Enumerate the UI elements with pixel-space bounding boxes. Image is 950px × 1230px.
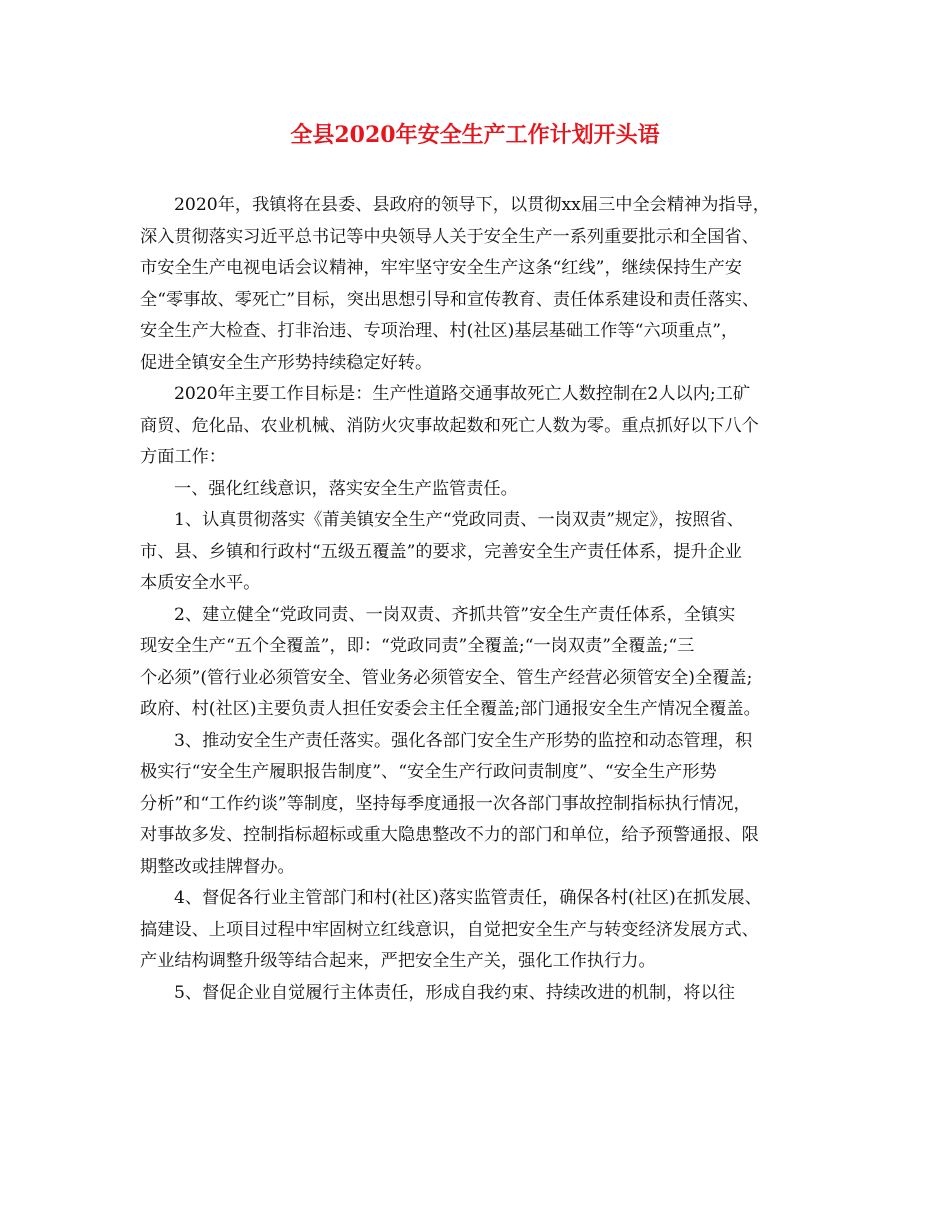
text-line: 5、督促企业自觉履行主体责任，形成自我约束、持续改进的机制，将以往 (174, 982, 735, 1003)
paragraph-item-1 (140, 505, 830, 600)
text-line: 政府、村(社区)主要负责人担任安委会主任全覆盖;部门通报安全生产情况全覆盖。 (140, 699, 761, 719)
text-line: 期整改或挂牌督办。 (140, 856, 295, 877)
paragraph-item-4 (140, 883, 830, 978)
text-line: 促进全镇安全生产形势持续稳定好转。 (140, 352, 433, 373)
document-title: 全县2020年安全生产工作计划开头语 (290, 122, 660, 148)
paragraph-intro (140, 190, 830, 379)
document-body (140, 190, 830, 1009)
text-line: 个必须”(管行业必须管安全、管业务必须管安全、管生产经营必须管安全)全覆盖; (140, 667, 753, 688)
text-line: 市安全生产电视电话会议精神，牢牢坚守安全生产这条“红线”，继续保持生产安 (140, 258, 742, 278)
text-line: 分析”和“工作约谈”等制度，坚持每季度通报一次各部门事故控制指标执行情况， (140, 793, 751, 814)
paragraph-goals (140, 379, 830, 474)
text-line: 一、强化红线意识，落实安全生产监管责任。 (174, 478, 518, 499)
text-line: 2020年主要工作目标是：生产性道路交通事故死亡人数控制在2人以内;工矿 (174, 384, 751, 404)
text-line: 极实行“安全生产履职报告制度”、“安全生产行政问责制度”、“安全生产形势 (140, 762, 717, 782)
text-line: 市、县、乡镇和行政村“五级五覆盖”的要求，完善安全生产责任体系，提升企业 (140, 541, 742, 562)
text-line: 安全生产大检查、打非治违、专项治理、村(社区)基层基础工作等“六项重点”， (140, 321, 739, 341)
text-line: 方面工作： (140, 447, 226, 467)
text-line: 2、建立健全“党政同责、一岗双责、齐抓共管”安全生产责任体系，全镇实 (174, 604, 736, 625)
text-line: 搞建设、上项目过程中牢固树立红线意识，自觉把安全生产与转变经济发展方式、 (140, 919, 759, 940)
text-line: 商贸、危化品、农业机械、消防火灾事故起数和死亡人数为零。重点抓好以下八个 (140, 415, 759, 436)
text-line: 全“零事故、零死亡”目标，突出思想引导和宣传教育、责任体系建设和责任落实、 (140, 289, 760, 310)
paragraph-item-3 (140, 726, 830, 884)
paragraph-item-2 (140, 600, 830, 726)
text-line: 本质安全水平。 (140, 573, 261, 593)
text-line: 2020年，我镇将在县委、县政府的领导下，以贯彻xx届三中全会精神为指导， (174, 195, 770, 215)
text-line: 对事故多发、控制指标超标或重大隐患整改不力的部门和单位，给予预警通报、限 (140, 825, 759, 845)
paragraph-item-5 (140, 978, 830, 1010)
section-heading (140, 474, 830, 506)
text-line: 现安全生产“五个全覆盖”，即：“党政同责”全覆盖;“一岗双责”全覆盖;“三 (140, 636, 695, 656)
text-line: 3、推动安全生产责任落实。强化各部门安全生产形势的监控和动态管理，积 (174, 730, 753, 751)
text-line: 4、督促各行业主管部门和村(社区)落实监管责任，确保各村(社区)在抓发展、 (174, 888, 762, 908)
text-line: 深入贯彻落实习近平总书记等中央领导人关于安全生产一系列重要批示和全国省、 (140, 226, 759, 247)
text-line: 1、认真贯彻落实《莆美镇安全生产“党政同责、一岗双责”规定》，按照省、 (174, 510, 744, 530)
text-line: 产业结构调整升级等结合起来，严把安全生产关，强化工作执行力。 (140, 951, 656, 971)
